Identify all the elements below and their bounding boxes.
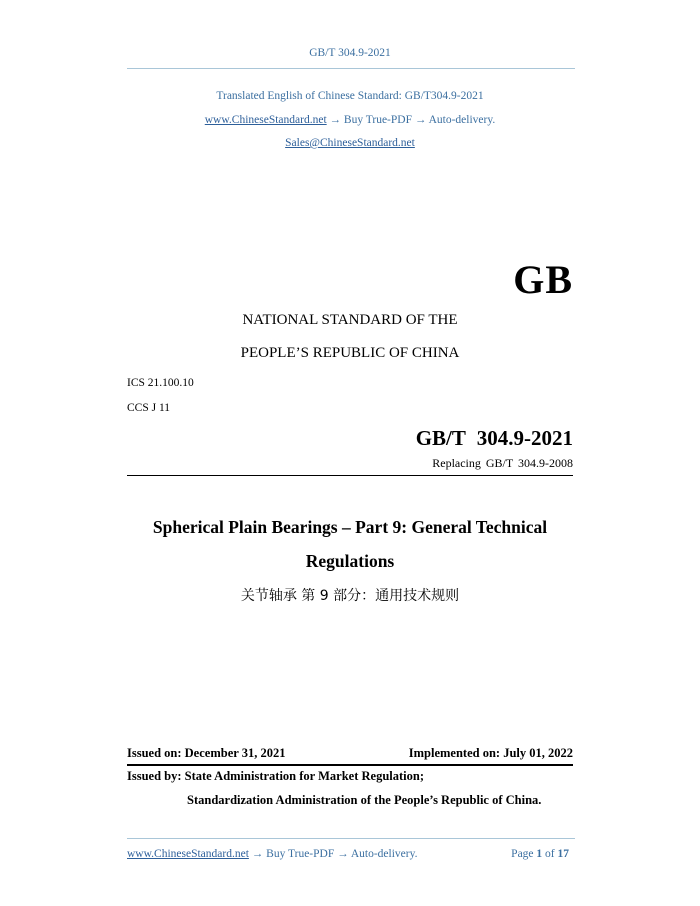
chinese-title: 关节轴承 第 9 部分：通用技术规则 [240,588,460,604]
national-standard-line-1: NATIONAL STANDARD OF THE [242,312,458,328]
title-line-1: Spherical Plain Bearings – Part 9: General Technical [152,517,548,537]
site-link[interactable]: www.ChineseStandard.net [204,114,327,126]
total-pages: 17 [557,848,569,860]
dates-rule [127,764,573,766]
email-link[interactable]: Sales@ChineseStandard.net [285,137,415,149]
header-rule [127,68,575,69]
current-page: 1 [536,848,543,860]
title-line-2: Regulations [305,551,395,571]
of-label: of [545,848,555,860]
promo-line-2 [0,114,700,126]
ccs-code: CCS J 11 [127,402,171,414]
footer-promo-text: → Buy True-PDF → Auto-delivery. [248,848,418,860]
promo-line-3 [0,137,700,149]
footer-rule [127,838,575,839]
replacing-note: Replacing GB/T 304.9-2008 [432,456,573,470]
ics-code: ICS 21.100.10 [127,377,194,389]
footer-site-link[interactable]: www.ChineseStandard.net [127,848,249,860]
page-label: Page [511,848,534,860]
page-number [511,848,569,860]
footer-promo [127,848,417,860]
promo-line-2-text: → Buy True-PDF → Auto-delivery. [326,114,496,126]
national-standard-line-2: PEOPLE’S REPUBLIC OF CHINA [240,345,460,361]
issued-by-line-2: Standardization Administration of the People’s Republic of China. [187,793,542,807]
issued-on: Issued on: December 31, 2021 [127,746,286,760]
issued-by-line-1: Issued by: State Administration for Market Regulation; [127,769,424,783]
code-rule [127,475,573,476]
implemented-on: Implemented on: July 01, 2022 [408,746,573,760]
gb-logo: GB [513,257,573,302]
promo-line-1: Translated English of Chinese Standard: GB/T304.9-2021 [216,90,484,102]
running-header: GB/T 304.9-2021 [309,47,391,59]
standard-code: GB/T 304.9-2021 [415,426,573,450]
